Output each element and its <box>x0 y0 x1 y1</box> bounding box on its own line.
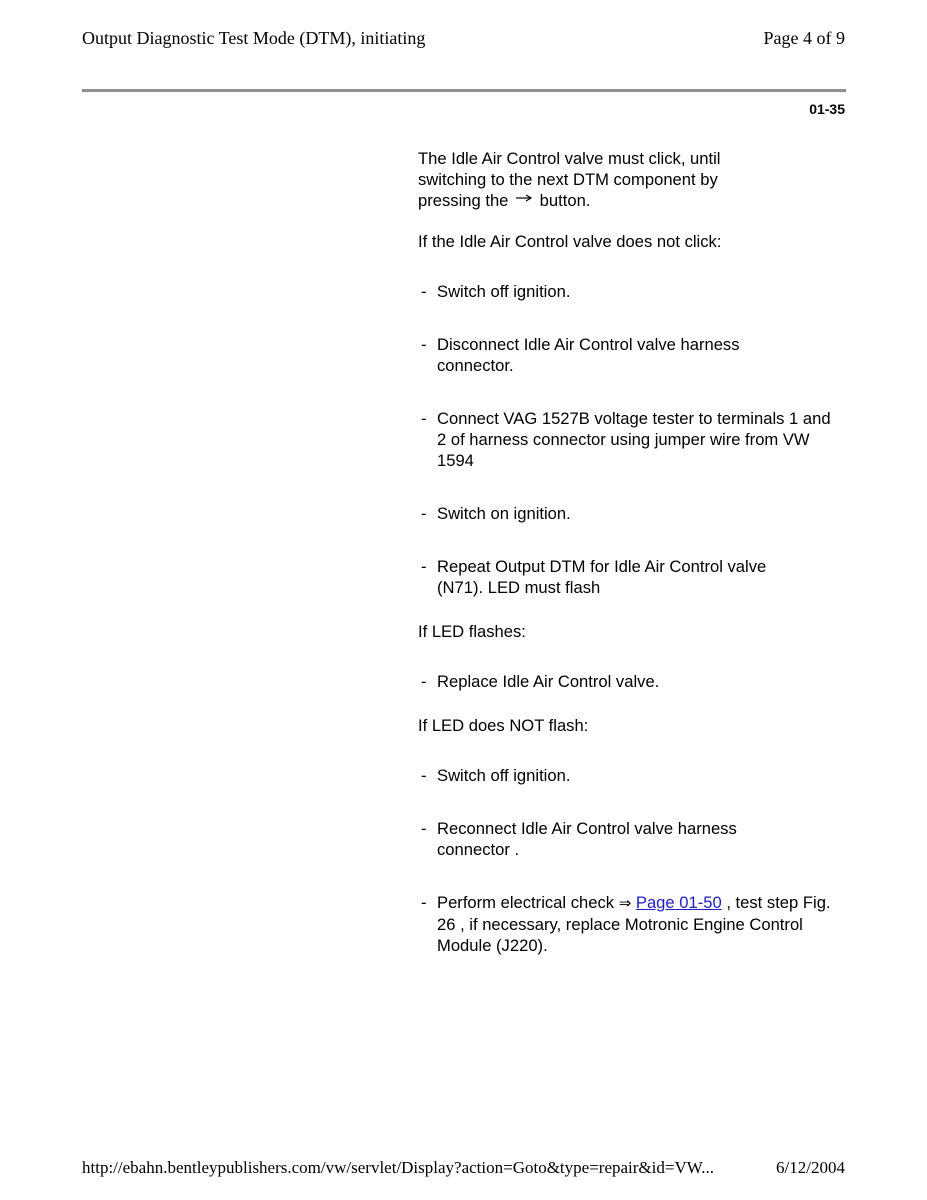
step-dash: - <box>421 409 427 428</box>
step-item <box>418 281 838 302</box>
intro-line-1: The Idle Air Control valve must click, until <box>418 149 721 168</box>
step-dash: - <box>421 282 427 301</box>
step-text-before: Perform electrical check <box>437 893 615 912</box>
step-dash: - <box>421 819 427 838</box>
page-number: Page 4 of 9 <box>763 28 845 48</box>
step-text: Disconnect Idle Air Control valve harness connector. <box>437 335 740 375</box>
footer-date: 6/12/2004 <box>776 1158 845 1177</box>
section-number: 01-35 <box>809 101 845 117</box>
step-dash: - <box>421 766 427 785</box>
footer-url: http://ebahn.bentleypublishers.com/vw/servlet/Display?action=Goto&type=repair&id=VW... <box>82 1158 714 1177</box>
intro-paragraph <box>418 148 838 212</box>
step-item <box>418 408 838 471</box>
step-text <box>437 892 838 956</box>
step-item <box>418 818 838 860</box>
condition-no-click: If the Idle Air Control valve does not click: <box>418 232 722 251</box>
step-text-after: , test step Fig. 26 , if necessary, replace Motronic Engine Control Module (J220). <box>437 893 831 955</box>
step-dash: - <box>421 893 427 912</box>
condition-led-flashes: If LED flashes: <box>418 622 526 641</box>
page-link[interactable]: Page 01-50 <box>635 893 722 912</box>
intro-line-3-after: button. <box>539 191 591 210</box>
header-divider <box>82 89 846 92</box>
step-text: Switch off ignition. <box>437 766 571 785</box>
step-text: Reconnect Idle Air Control valve harness connector . <box>437 819 737 859</box>
double-arrow-right-icon: ⇒ <box>618 895 632 912</box>
step-item <box>418 503 838 524</box>
step-text: Connect VAG 1527B voltage tester to terminals 1 and 2 of harness connector using jumper wire from VW 1594 <box>437 409 831 470</box>
step-text: Repeat Output DTM for Idle Air Control valve (N71). LED must flash <box>437 557 767 597</box>
step-item <box>418 556 838 598</box>
condition-led-not-flash: If LED does NOT flash: <box>418 716 589 735</box>
step-text: Switch off ignition. <box>437 282 571 301</box>
page-title: Output Diagnostic Test Mode (DTM), initiating <box>82 28 426 48</box>
step-text: Switch on ignition. <box>437 504 571 523</box>
step-item <box>418 334 838 376</box>
right-arrow-icon <box>513 187 535 208</box>
step-dash: - <box>421 672 427 691</box>
step-item <box>418 671 838 692</box>
intro-line-3-before: pressing the <box>418 191 509 210</box>
step-text: Replace Idle Air Control valve. <box>437 672 660 691</box>
step-dash: - <box>421 504 427 523</box>
step-item <box>418 765 838 786</box>
procedure-content <box>418 148 838 956</box>
step-dash: - <box>421 335 427 354</box>
step-item <box>418 892 838 956</box>
step-dash: - <box>421 557 427 576</box>
intro-line-2: switching to the next DTM component by <box>418 170 718 189</box>
